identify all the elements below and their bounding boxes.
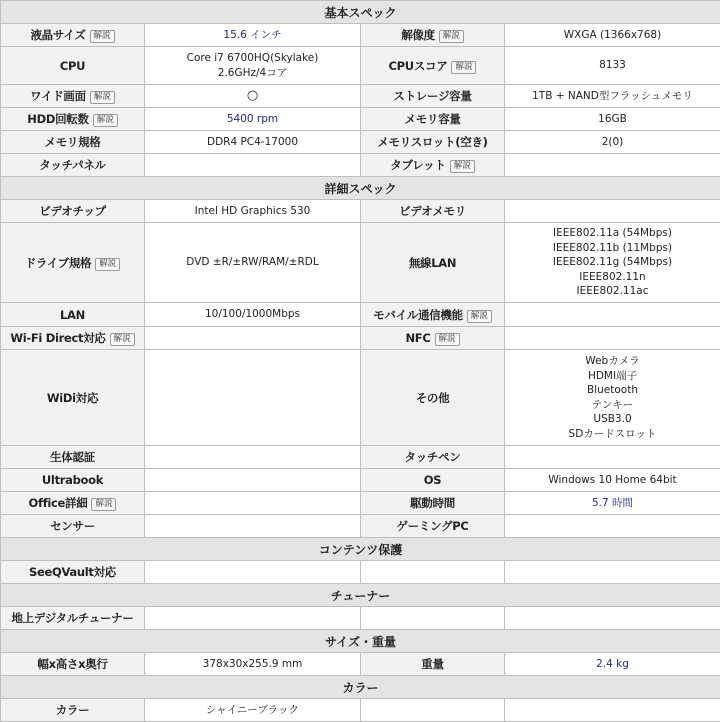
- spec-value-cpu: [145, 47, 361, 85]
- spec-row: [1, 607, 720, 630]
- spec-row: [1, 154, 720, 177]
- empty-cell: [361, 699, 505, 722]
- spec-label-hdd: [1, 108, 145, 131]
- label-text: NFC: [405, 331, 430, 345]
- spec-label-mobile: [361, 303, 505, 327]
- spec-label-storage: ストレージ容量: [361, 85, 505, 108]
- spec-label-cpu-score: [361, 47, 505, 85]
- label-text: モバイル通信機能: [373, 308, 463, 322]
- spec-value-other: [505, 350, 720, 446]
- feature-item: テンキー: [505, 398, 720, 413]
- label-text: ワイド画面: [30, 89, 86, 103]
- spec-row: [1, 24, 720, 47]
- empty-cell: [505, 561, 720, 584]
- spec-value-hdd: 5400 rpm: [145, 108, 361, 131]
- spec-label-nfc: [361, 327, 505, 350]
- explain-button[interactable]: 解説: [439, 30, 464, 43]
- empty-cell: [361, 561, 505, 584]
- spec-value-drive: DVD ±R/±RW/RAM/±RDL: [145, 223, 361, 303]
- spec-value-tablet: [505, 154, 720, 177]
- spec-value-widi: [145, 350, 361, 446]
- spec-label-color: カラー: [1, 699, 145, 722]
- wlan-standard: IEEE802.11b (11Mbps): [505, 241, 720, 256]
- spec-row: [1, 492, 720, 515]
- explain-button[interactable]: 解説: [450, 160, 475, 173]
- explain-button[interactable]: 解説: [93, 114, 118, 127]
- section-title: 基本スペック: [1, 1, 720, 24]
- spec-label-wlan: 無線LAN: [361, 223, 505, 303]
- spec-value-nfc: [505, 327, 720, 350]
- spec-label-memory: メモリ容量: [361, 108, 505, 131]
- label-text: HDD回転数: [27, 112, 88, 126]
- spec-value-color: シャイニーブラック: [145, 699, 361, 722]
- explain-button[interactable]: 解説: [110, 333, 135, 346]
- spec-value-pen: [505, 446, 720, 469]
- spec-row: [1, 85, 720, 108]
- feature-item: SDカードスロット: [505, 427, 720, 442]
- explain-button[interactable]: 解説: [91, 498, 116, 511]
- spec-label-widi: WiDi対応: [1, 350, 145, 446]
- spec-value-storage: 1TB + NAND型フラッシュメモリ: [505, 85, 720, 108]
- spec-value-ultrabook: [145, 469, 361, 492]
- spec-label-bio: 生体認証: [1, 446, 145, 469]
- section-title: サイズ・重量: [1, 630, 720, 653]
- label-text: Office詳細: [29, 496, 88, 510]
- wlan-standard: IEEE802.11ac: [505, 284, 720, 299]
- explain-button[interactable]: 解説: [95, 258, 120, 271]
- spec-value-cpu-score: 8133: [505, 47, 720, 85]
- spec-row: [1, 653, 720, 676]
- spec-value-wifi-direct: [145, 327, 361, 350]
- cpu-model: Core i7 6700HQ(Skylake): [145, 51, 360, 66]
- wlan-standard: IEEE802.11a (54Mbps): [505, 226, 720, 241]
- spec-label-sensor: センサー: [1, 515, 145, 538]
- label-text: CPUスコア: [389, 59, 448, 73]
- spec-value-lcd: 15.6 インチ: [145, 24, 361, 47]
- spec-value-digital-tuner: [145, 607, 361, 630]
- spec-value-mobile: [505, 303, 720, 327]
- label-text: 液晶サイズ: [30, 28, 85, 42]
- spec-label-pen: タッチペン: [361, 446, 505, 469]
- section-header-color: [1, 676, 720, 699]
- spec-label-cpu: CPU: [1, 47, 145, 85]
- spec-label-other: その他: [361, 350, 505, 446]
- spec-label-digital-tuner: 地上デジタルチューナー: [1, 607, 145, 630]
- spec-row: [1, 446, 720, 469]
- spec-label-memory-spec: メモリ規格: [1, 131, 145, 154]
- spec-label-lan: LAN: [1, 303, 145, 327]
- empty-cell: [361, 607, 505, 630]
- spec-label-wide: [1, 85, 145, 108]
- feature-item: Webカメラ: [505, 354, 720, 369]
- spec-value-memory: 16GB: [505, 108, 720, 131]
- spec-label-drive: [1, 223, 145, 303]
- spec-label-resolution: [361, 24, 505, 47]
- spec-label-dims: 幅x高さx奥行: [1, 653, 145, 676]
- spec-label-touch: タッチパネル: [1, 154, 145, 177]
- spec-value-memory-slot: 2(0): [505, 131, 720, 154]
- spec-row: [1, 200, 720, 223]
- spec-value-sensor: [145, 515, 361, 538]
- spec-label-video-chip: ビデオチップ: [1, 200, 145, 223]
- spec-row: [1, 327, 720, 350]
- spec-label-os: OS: [361, 469, 505, 492]
- explain-button[interactable]: 解説: [90, 30, 115, 43]
- section-title: 詳細スペック: [1, 177, 720, 200]
- spec-label-memory-slot: メモリスロット(空き): [361, 131, 505, 154]
- explain-button[interactable]: 解説: [435, 333, 460, 346]
- section-title: カラー: [1, 676, 720, 699]
- spec-value-video-chip: Intel HD Graphics 530: [145, 200, 361, 223]
- spec-label-battery: 駆動時間: [361, 492, 505, 515]
- empty-cell: [505, 699, 720, 722]
- spec-row: [1, 47, 720, 85]
- spec-value-seeqvault: [145, 561, 361, 584]
- spec-label-gaming: ゲーミングPC: [361, 515, 505, 538]
- spec-value-os: Windows 10 Home 64bit: [505, 469, 720, 492]
- spec-row: [1, 350, 720, 446]
- spec-row: [1, 223, 720, 303]
- spec-label-seeqvault: SeeQVault対応: [1, 561, 145, 584]
- spec-value-dims: 378x30x255.9 mm: [145, 653, 361, 676]
- section-header-basic: [1, 1, 720, 24]
- spec-value-video-mem: [505, 200, 720, 223]
- section-header-size: [1, 630, 720, 653]
- cpu-clock: 2.6GHz/4コア: [145, 66, 360, 81]
- empty-cell: [505, 607, 720, 630]
- spec-value-lan: 10/100/1000Mbps: [145, 303, 361, 327]
- spec-value-battery: 5.7 時間: [505, 492, 720, 515]
- spec-value-bio: [145, 446, 361, 469]
- spec-row: [1, 515, 720, 538]
- spec-label-tablet: [361, 154, 505, 177]
- spec-row: [1, 561, 720, 584]
- section-title: チューナー: [1, 584, 720, 607]
- explain-button[interactable]: 解説: [451, 61, 476, 74]
- spec-row: [1, 303, 720, 327]
- section-header-content: [1, 538, 720, 561]
- explain-button[interactable]: 解説: [90, 91, 115, 104]
- explain-button[interactable]: 解説: [467, 310, 492, 323]
- spec-row: [1, 108, 720, 131]
- spec-label-wifi-direct: [1, 327, 145, 350]
- spec-label-ultrabook: Ultrabook: [1, 469, 145, 492]
- feature-item: Bluetooth: [505, 383, 720, 398]
- label-text: タブレット: [390, 158, 445, 172]
- spec-row: [1, 699, 720, 722]
- spec-label-weight: 重量: [361, 653, 505, 676]
- label-text: ドライブ規格: [25, 256, 92, 270]
- spec-value-weight: 2.4 kg: [505, 653, 720, 676]
- label-text: 解像度: [401, 28, 435, 42]
- spec-value-wide: ○: [145, 85, 361, 108]
- feature-item: USB3.0: [505, 412, 720, 427]
- wlan-standard: IEEE802.11g (54Mbps): [505, 255, 720, 270]
- spec-label-office: [1, 492, 145, 515]
- section-header-detail: [1, 177, 720, 200]
- spec-label-video-mem: ビデオメモリ: [361, 200, 505, 223]
- spec-label-lcd: [1, 24, 145, 47]
- section-header-tuner: [1, 584, 720, 607]
- spec-value-wlan: [505, 223, 720, 303]
- spec-row: [1, 469, 720, 492]
- wlan-standard: IEEE802.11n: [505, 270, 720, 285]
- feature-item: HDMI端子: [505, 369, 720, 384]
- spec-value-touch: [145, 154, 361, 177]
- spec-value-office: [145, 492, 361, 515]
- spec-value-gaming: [505, 515, 720, 538]
- spec-value-memory-spec: DDR4 PC4-17000: [145, 131, 361, 154]
- section-title: コンテンツ保護: [1, 538, 720, 561]
- spec-row: [1, 131, 720, 154]
- spec-value-resolution: WXGA (1366x768): [505, 24, 720, 47]
- label-text: Wi-Fi Direct対応: [10, 331, 105, 345]
